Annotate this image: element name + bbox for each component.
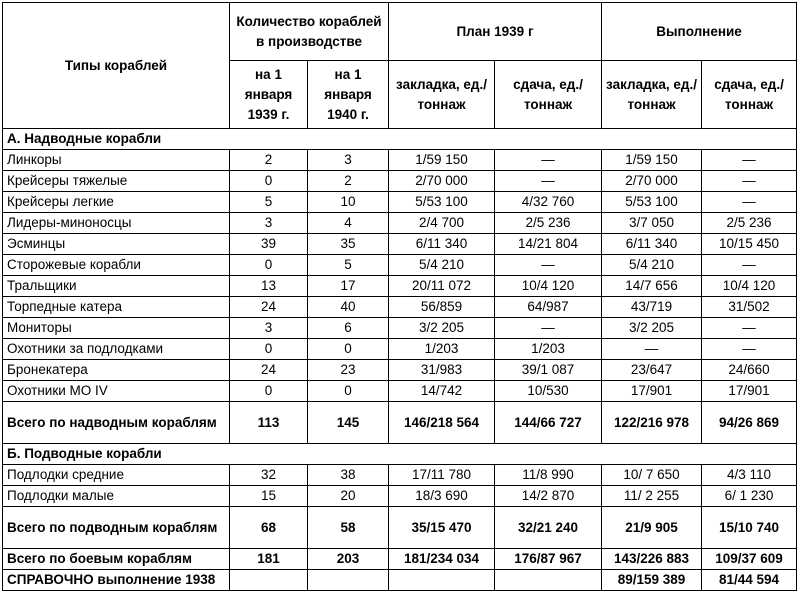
count-1940: 0 <box>308 339 389 360</box>
exec-delivery: — <box>702 318 797 339</box>
empty-cell <box>389 570 495 591</box>
surface-total-row <box>3 402 797 444</box>
plan-laying: 56/859 <box>389 297 495 318</box>
plan-laying: 14/742 <box>389 381 495 402</box>
ship-construction-table <box>2 2 797 591</box>
table-row <box>3 276 797 297</box>
table-row <box>3 486 797 507</box>
exec-laying: 21/9 905 <box>602 507 702 549</box>
exec-delivery: 2/5 236 <box>702 213 797 234</box>
count-1939: 68 <box>230 507 308 549</box>
plan-laying: 1/203 <box>389 339 495 360</box>
count-1940: 23 <box>308 360 389 381</box>
plan-delivery: — <box>495 255 602 276</box>
exec-laying: 2/70 000 <box>602 171 702 192</box>
grand-total-row <box>3 549 797 570</box>
exec-delivery: 10/15 450 <box>702 234 797 255</box>
count-1939: 13 <box>230 276 308 297</box>
table-row <box>3 465 797 486</box>
exec-laying: — <box>602 339 702 360</box>
count-1940: 145 <box>308 402 389 444</box>
plan-delivery: 39/1 087 <box>495 360 602 381</box>
header-count-1939: на 1 января 1939 г. <box>230 61 308 129</box>
count-1940: 0 <box>308 381 389 402</box>
table-row <box>3 150 797 171</box>
header-exec-laying: закладка, ед./тоннаж <box>602 61 702 129</box>
count-1939: 39 <box>230 234 308 255</box>
exec-delivery: — <box>702 192 797 213</box>
exec-laying: 17/901 <box>602 381 702 402</box>
exec-delivery: 6/ 1 230 <box>702 486 797 507</box>
plan-laying: 17/11 780 <box>389 465 495 486</box>
count-1940: 17 <box>308 276 389 297</box>
exec-laying: 23/647 <box>602 360 702 381</box>
ship-type: Эсминцы <box>3 234 230 255</box>
ship-type: Сторожевые корабли <box>3 255 230 276</box>
count-1940: 203 <box>308 549 389 570</box>
table-row <box>3 381 797 402</box>
exec-laying: 89/159 389 <box>602 570 702 591</box>
exec-delivery: — <box>702 255 797 276</box>
total-label: Всего по надводным кораблям <box>3 402 230 444</box>
section-a-title: А. Надводные корабли <box>3 129 797 150</box>
header-plan-group: План 1939 г <box>389 3 602 61</box>
exec-delivery: 4/3 110 <box>702 465 797 486</box>
plan-delivery: 2/5 236 <box>495 213 602 234</box>
exec-laying: 10/ 7 650 <box>602 465 702 486</box>
count-1940: 40 <box>308 297 389 318</box>
header-count-1940: на 1 января 1940 г. <box>308 61 389 129</box>
count-1940: 58 <box>308 507 389 549</box>
count-1940: 10 <box>308 192 389 213</box>
header-count-group: Количество кораблей в производстве <box>230 3 389 61</box>
count-1939: 113 <box>230 402 308 444</box>
plan-delivery: 32/21 240 <box>495 507 602 549</box>
submarine-total-row <box>3 507 797 549</box>
ship-type: Лидеры-миноносцы <box>3 213 230 234</box>
reference-label: СПРАВОЧНО выполнение 1938 <box>3 570 230 591</box>
plan-laying: 20/11 072 <box>389 276 495 297</box>
count-1940: 6 <box>308 318 389 339</box>
ship-type: Крейсеры тяжелые <box>3 171 230 192</box>
exec-laying: 3/2 205 <box>602 318 702 339</box>
exec-laying: 143/226 883 <box>602 549 702 570</box>
empty-cell <box>495 570 602 591</box>
reference-row <box>3 570 797 591</box>
section-b-row <box>3 444 797 465</box>
table-row <box>3 360 797 381</box>
plan-delivery: 1/203 <box>495 339 602 360</box>
ship-type: Линкоры <box>3 150 230 171</box>
ship-type: Мониторы <box>3 318 230 339</box>
ship-type: Бронекатера <box>3 360 230 381</box>
count-1940: 5 <box>308 255 389 276</box>
table-row <box>3 234 797 255</box>
count-1939: 0 <box>230 171 308 192</box>
empty-cell <box>230 570 308 591</box>
plan-delivery: 144/66 727 <box>495 402 602 444</box>
plan-laying: 31/983 <box>389 360 495 381</box>
plan-delivery: 10/4 120 <box>495 276 602 297</box>
count-1939: 3 <box>230 213 308 234</box>
plan-delivery: 176/87 967 <box>495 549 602 570</box>
section-b-title: Б. Подводные корабли <box>3 444 797 465</box>
plan-laying: 18/3 690 <box>389 486 495 507</box>
table-row <box>3 318 797 339</box>
ship-type: Охотники за подлодками <box>3 339 230 360</box>
count-1940: 2 <box>308 171 389 192</box>
plan-delivery: 11/8 990 <box>495 465 602 486</box>
plan-laying: 5/4 210 <box>389 255 495 276</box>
header-exec-delivery: сдача, ед./тоннаж <box>702 61 797 129</box>
exec-delivery: 17/901 <box>702 381 797 402</box>
exec-delivery: 94/26 869 <box>702 402 797 444</box>
count-1939: 5 <box>230 192 308 213</box>
exec-delivery: 31/502 <box>702 297 797 318</box>
header-types: Типы кораблей <box>3 3 230 129</box>
exec-laying: 5/53 100 <box>602 192 702 213</box>
total-label: Всего по боевым кораблям <box>3 549 230 570</box>
plan-laying: 146/218 564 <box>389 402 495 444</box>
count-1940: 3 <box>308 150 389 171</box>
plan-delivery: — <box>495 318 602 339</box>
exec-delivery: 81/44 594 <box>702 570 797 591</box>
empty-cell <box>308 570 389 591</box>
plan-laying: 181/234 034 <box>389 549 495 570</box>
ship-type: Крейсеры легкие <box>3 192 230 213</box>
plan-laying: 5/53 100 <box>389 192 495 213</box>
count-1939: 3 <box>230 318 308 339</box>
exec-laying: 5/4 210 <box>602 255 702 276</box>
count-1939: 15 <box>230 486 308 507</box>
header-plan-delivery: сдача, ед./тоннаж <box>495 61 602 129</box>
exec-delivery: — <box>702 339 797 360</box>
count-1940: 4 <box>308 213 389 234</box>
count-1939: 0 <box>230 381 308 402</box>
plan-delivery: — <box>495 150 602 171</box>
ship-type: Подлодки средние <box>3 465 230 486</box>
count-1939: 2 <box>230 150 308 171</box>
table-row <box>3 255 797 276</box>
plan-laying: 6/11 340 <box>389 234 495 255</box>
plan-laying: 35/15 470 <box>389 507 495 549</box>
table-row <box>3 171 797 192</box>
total-label: Всего по подводным кораблям <box>3 507 230 549</box>
count-1940: 38 <box>308 465 389 486</box>
count-1939: 0 <box>230 339 308 360</box>
count-1940: 35 <box>308 234 389 255</box>
plan-laying: 2/4 700 <box>389 213 495 234</box>
exec-delivery: 10/4 120 <box>702 276 797 297</box>
exec-laying: 1/59 150 <box>602 150 702 171</box>
exec-laying: 14/7 656 <box>602 276 702 297</box>
count-1939: 32 <box>230 465 308 486</box>
table-row <box>3 297 797 318</box>
exec-laying: 43/719 <box>602 297 702 318</box>
count-1939: 0 <box>230 255 308 276</box>
exec-laying: 6/11 340 <box>602 234 702 255</box>
count-1940: 20 <box>308 486 389 507</box>
plan-laying: 1/59 150 <box>389 150 495 171</box>
exec-delivery: 15/10 740 <box>702 507 797 549</box>
table-row <box>3 339 797 360</box>
section-a-row <box>3 129 797 150</box>
ship-type: Охотники МО IV <box>3 381 230 402</box>
plan-laying: 3/2 205 <box>389 318 495 339</box>
exec-delivery: 24/660 <box>702 360 797 381</box>
ship-type: Торпедные катера <box>3 297 230 318</box>
plan-delivery: 64/987 <box>495 297 602 318</box>
exec-delivery: — <box>702 150 797 171</box>
plan-delivery: 14/21 804 <box>495 234 602 255</box>
plan-laying: 2/70 000 <box>389 171 495 192</box>
header-execution-group: Выполнение <box>602 3 797 61</box>
plan-delivery: 14/2 870 <box>495 486 602 507</box>
exec-delivery: 109/37 609 <box>702 549 797 570</box>
plan-delivery: 4/32 760 <box>495 192 602 213</box>
plan-delivery: 10/530 <box>495 381 602 402</box>
ship-type: Подлодки малые <box>3 486 230 507</box>
exec-laying: 122/216 978 <box>602 402 702 444</box>
exec-laying: 3/7 050 <box>602 213 702 234</box>
plan-delivery: — <box>495 171 602 192</box>
count-1939: 24 <box>230 297 308 318</box>
table-row <box>3 192 797 213</box>
ship-type: Тральщики <box>3 276 230 297</box>
header-plan-laying: закладка, ед./тоннаж <box>389 61 495 129</box>
table-row <box>3 213 797 234</box>
exec-delivery: — <box>702 171 797 192</box>
exec-laying: 11/ 2 255 <box>602 486 702 507</box>
count-1939: 24 <box>230 360 308 381</box>
count-1939: 181 <box>230 549 308 570</box>
